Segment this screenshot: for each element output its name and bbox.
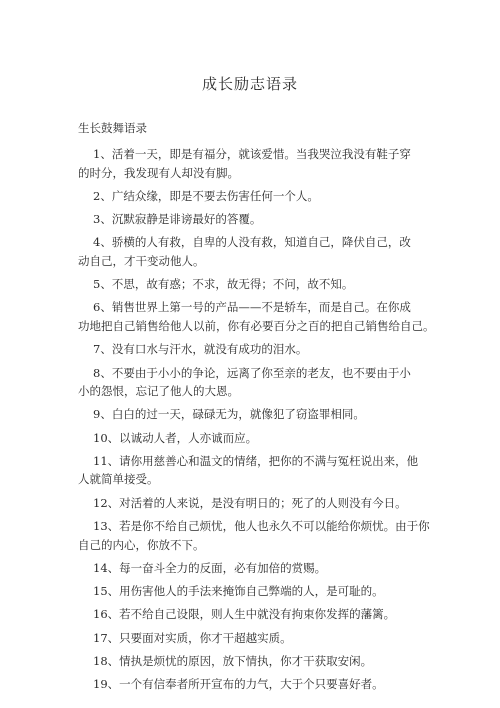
quote-line: 16、若不给自己设限，则人生中就没有拘束你发挥的藩篱。 <box>93 607 396 622</box>
quote-item <box>78 405 423 424</box>
quote-line: 6、销售世界上第一号的产品——不是轿车，而是自己。在你成 <box>93 300 411 315</box>
quote-item <box>78 517 430 554</box>
quote-item <box>78 145 423 182</box>
document-title: 成长励志语录 <box>201 75 298 93</box>
quote-item <box>78 340 423 359</box>
quote-line: 17、只要面对实质，你才干超越实质。 <box>93 630 292 645</box>
quote-line: 1、活着一天，即是有福分，就该爱惜。当我哭泣我没有鞋子穿 <box>93 147 411 161</box>
quote-item <box>78 233 423 270</box>
quote-item <box>78 652 423 671</box>
quote-item <box>78 629 423 648</box>
quote-item <box>78 559 423 578</box>
quote-item <box>78 275 423 294</box>
quote-line: 2、广结众缘，即是不要去伤害任何一个人。 <box>93 188 319 203</box>
quote-item <box>78 494 423 513</box>
quote-item <box>78 364 423 401</box>
quote-item <box>78 298 435 335</box>
quote-item <box>78 452 423 489</box>
quote-line: 自己的内心，你放不下。 <box>78 537 205 552</box>
quote-line: 小的怨恨，忘记了他人的大恩。 <box>78 384 239 399</box>
section-heading: 生长鼓舞语录 <box>78 121 147 135</box>
quote-item <box>78 187 423 206</box>
quote-line: 9、白白的过一天，碌碌无为，就像犯了窃盗罪相同。 <box>93 407 365 422</box>
quote-line: 18、情执是烦忧的原因，放下情执，你才干获取安闲。 <box>93 654 373 669</box>
quote-item <box>78 582 423 601</box>
quote-item <box>78 675 423 694</box>
quote-list <box>78 145 435 699</box>
quote-line: 15、用伤害他人的手法来掩饰自己弊端的人，是可耻的。 <box>93 584 384 599</box>
quote-line: 8、不要由于小小的争论，远离了你至亲的老友，也不要由于小 <box>93 365 411 380</box>
quote-line: 7、没有口水与汗水，就没有成功的泪水。 <box>93 342 308 357</box>
quote-line: 5、不思，故有惑；不求，故无得；不问，故不知。 <box>93 277 354 292</box>
quote-item <box>78 429 423 448</box>
quote-line: 19、一个有信奉者所开宣布的力气，大于个只要喜好者。 <box>93 677 384 692</box>
quote-line: 10、以诚动人者，人亦诚而应。 <box>93 430 258 445</box>
quote-line: 动自己，才干变动他人。 <box>78 253 205 268</box>
quote-line: 功地把自己销售给他人以前，你有必要百分之百的把自己销售给自己。 <box>78 318 435 333</box>
quote-line: 的时分，我发现有人却没有脚。 <box>78 165 239 180</box>
quote-line: 13、若是你不给自己烦忧，他人也永久不可以能给你烦忧。由于你 <box>93 519 430 534</box>
quote-item <box>78 210 423 229</box>
quote-line: 11、请你用慈善心和温文的情绪，把你的不满与冤枉说出来，他 <box>93 453 419 468</box>
quote-item <box>78 605 423 624</box>
quote-line: 3、沉默寂静是诽谤最好的答覆。 <box>93 212 262 227</box>
quote-line: 14、每一奋斗全力的反面，必有加倍的赏赐。 <box>93 560 327 575</box>
quote-line: 4、骄横的人有救，自卑的人没有救，知道自己，降伏自己，改 <box>93 235 411 250</box>
quote-line: 人就简单接受。 <box>78 472 159 487</box>
quote-line: 12、对活着的人来说，是没有明日的；死了的人则没有今日。 <box>93 495 407 510</box>
